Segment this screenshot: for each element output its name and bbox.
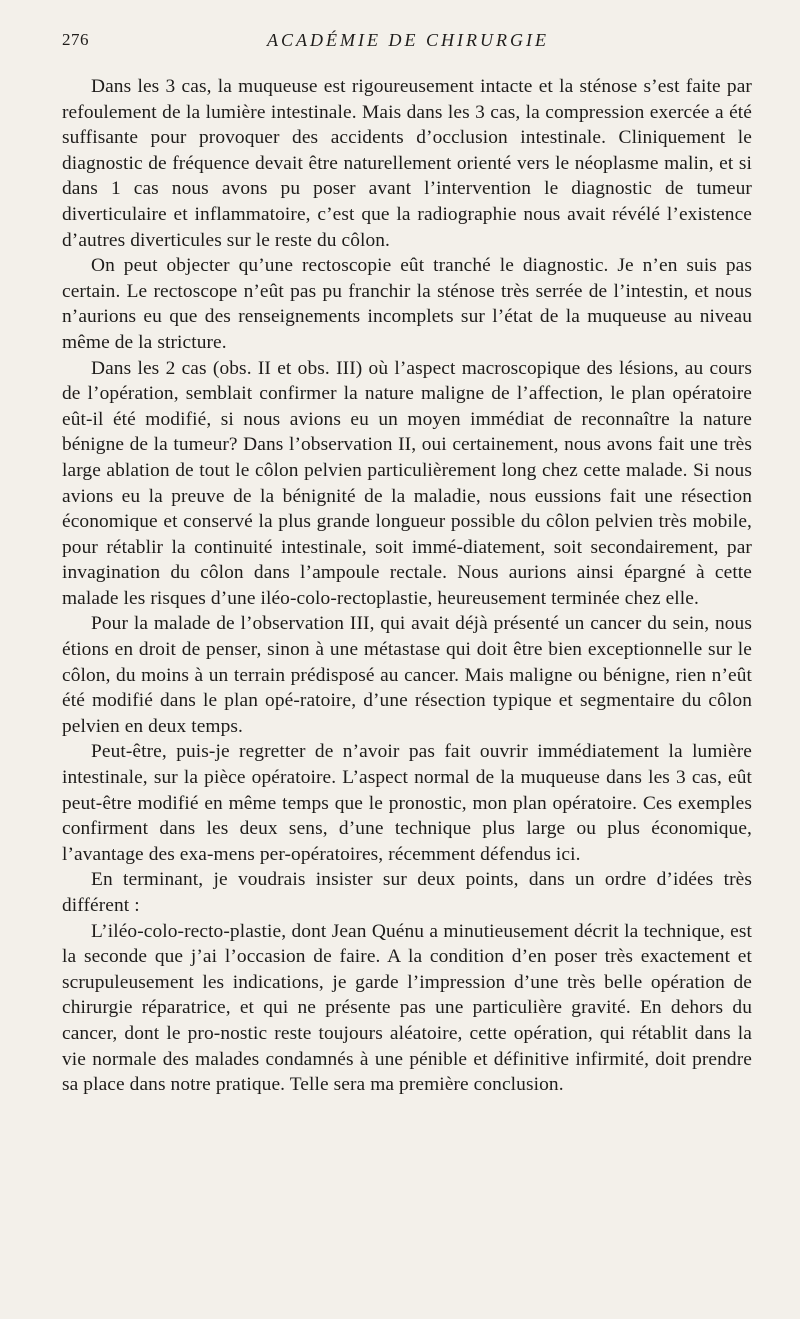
paragraph-3: Dans les 2 cas (obs. II et obs. III) où l’aspect macroscopique des lésions, au cours de l’opération, semblait confirmer la nature maligne de l’affection, le plan opératoire eût-il été modifié, si nous avions eu un moyen immédiat de reconnaître la nature bénigne de la tumeur? Dans l’observation II, oui certainement, nous avons fait une très large ablation de tout le côlon pelvien particulièrement long chez cette malade. Si nous avions eu la preuve de la bénignité de la maladie, nous eussions fait une résection économique et conservé la plus grande longueur possible du côlon pelvien très mobile, pour rétablir la continuité intestinale, soit immé-diatement, soit secondairement, par invagination du côlon dans l’ampoule rectale. Nous aurions ainsi épargné à cette malade les risques d’une iléo-colo-rectoplastie, heureusement terminée chez elle. [62,357,752,609]
paragraph-5: Peut-être, puis-je regretter de n’avoir pas fait ouvrir immédiatement la lumière intestinale, sur la pièce opératoire. L’aspect normal de la muqueuse dans les 3 cas, eût peut-être modifié en même temps que le pronostic, mon plan opératoire. Ces exemples confirment dans les deux sens, d’une technique plus large ou plus économique, l’avantage des exa-mens per-opératoires, récemment défendus ici. [62,741,752,865]
paragraph-4: Pour la malade de l’observation III, qui avait déjà présenté un cancer du sein, nous étions en droit de penser, sinon à une métastase qui doit être bien exceptionnelle sur le côlon, du moins à un terrain prédisposé au cancer. Mais maligne ou bénigne, rien n’eût été modifié dans le plan opé-ratoire, d’une résection typique et segmentaire du côlon pelvien en deux temps. [62,613,752,737]
paragraph-6: En terminant, je voudrais insister sur deux points, dans un ordre d’idées très différent : [62,869,752,916]
running-header [62,30,754,56]
page-number: 276 [62,30,89,49]
paragraph-2: On peut objecter qu’une rectoscopie eût tranché le diagnostic. Je n’en suis pas certain. Le rectoscope n’eût pas pu franchir la sténose très serrée de l’intestin, et nous n’aurions eu que des renseignements incomplets sur l’état de la muqueuse au niveau même de la stricture. [62,255,752,353]
body-text [62,74,752,1098]
paragraph-7: L’iléo-colo-recto-plastie, dont Jean Quénu a minutieusement décrit la technique, est la seconde que j’ai l’occasion de faire. A la condition d’en poser très exactement et scrupuleusement les indications, je garde l’impression d’une très belle opération de chirurgie réparatrice, et qui ne présente pas une particulière gravité. En dehors du cancer, dont le pro-nostic reste toujours aléatoire, cette opération, qui rétablit dans la vie normale des malades condamnés à une pénible et définitive infirmité, doit prendre sa place dans notre pratique. Telle sera ma première conclusion. [62,920,752,1096]
journal-title: ACADÉMIE DE CHIRURGIE [267,30,549,50]
paragraph-1: Dans les 3 cas, la muqueuse est rigoureusement intacte et la sténose s’est faite par refoulement de la lumière intestinale. Mais dans les 3 cas, la compression exercée a été suffisante pour provoquer des accidents d’occlusion intestinale. Cliniquement le diagnostic de fréquence devait être naturellement orienté vers le néoplasme malin, et si dans 1 cas nous avons pu poser avant l’intervention le diagnostic de tumeur diverticulaire et inflammatoire, c’est que la radiographie nous avait révélé l’existence d’autres diverticules sur le reste du côlon. [62,76,752,251]
